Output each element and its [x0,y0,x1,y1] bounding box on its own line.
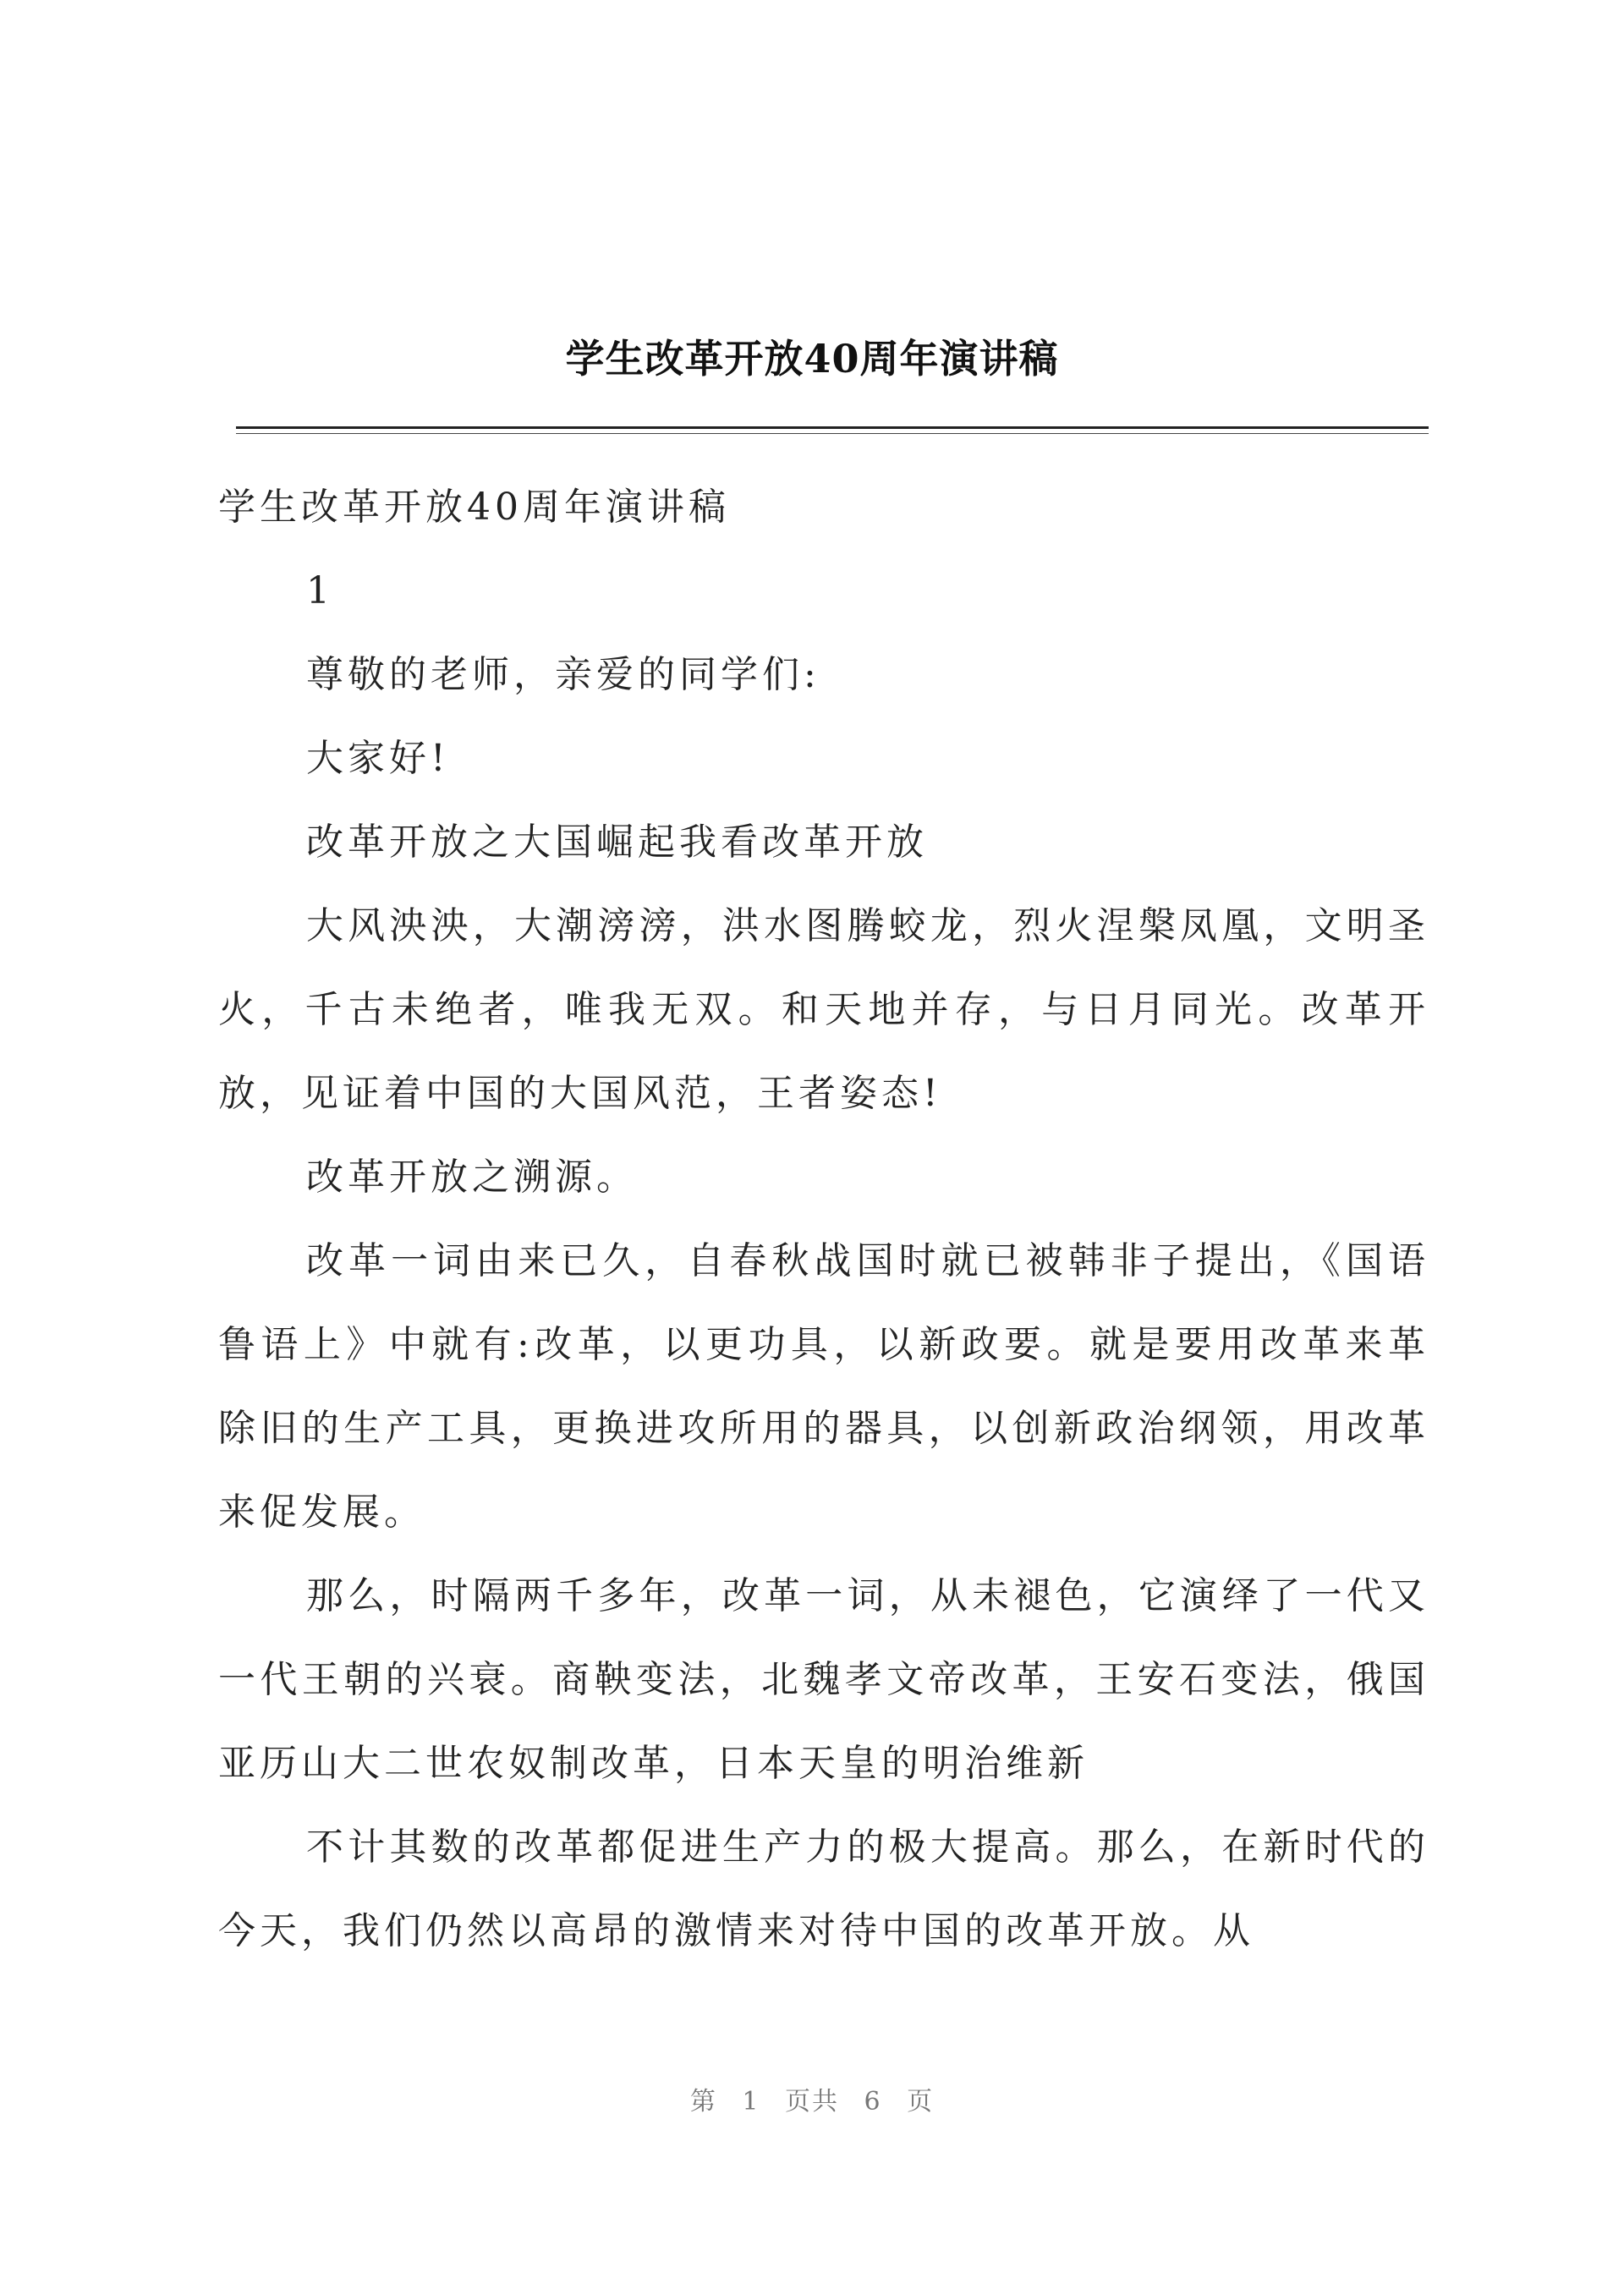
paragraph-number: 1 [306,569,334,612]
page-footer: 第 1 页共 6 页 [689,2087,935,2117]
paragraph-salutation: 尊敬的老师，亲爱的同学们: [306,653,820,696]
document-body [218,465,1429,1973]
paragraph: 大风泱泱，大潮滂滂，洪水图腾蛟龙，烈火涅槃凤凰，文明圣火，千古未绝者，唯我无双。和天地并存，与日月同光。改革开放，见证着中国的大国风范，王者姿态! [218,904,1429,1115]
paragraph: 改革一词由来已久，自春秋战国时就已被韩非子提出，《国语鲁语上》中就有:改革，以更功具，以新政要。就是要用改革来革除旧的生产工具，更换进攻所用的器具，以创新政治纲领，用改革来促发展。 [218,1239,1429,1534]
paragraph: 不计其数的改革都促进生产力的极大提高。那么，在新时代的今天，我们仍然以高昂的激情来对待中国的改革开放。从 [218,1826,1429,1952]
title-divider-thin [236,433,1429,434]
paragraph-section-heading: 改革开放之溯源。 [306,1156,638,1199]
paragraph: 那么，时隔两千多年，改革一词，从未褪色，它演绎了一代又一代王朝的兴衰。商鞅变法，北魏孝文帝改革，王安石变法，俄国亚历山大二世农奴制改革，日本天皇的明治维新 [218,1574,1429,1785]
paragraph-greeting: 大家好! [306,737,450,780]
paragraph-subtitle: 改革开放之大国崛起我看改革开放 [306,821,928,864]
title-divider [236,426,1429,429]
document-title: 学生改革开放40周年演讲稿 [565,336,1059,382]
paragraph-heading: 学生改革开放40周年演讲稿 [218,486,730,529]
